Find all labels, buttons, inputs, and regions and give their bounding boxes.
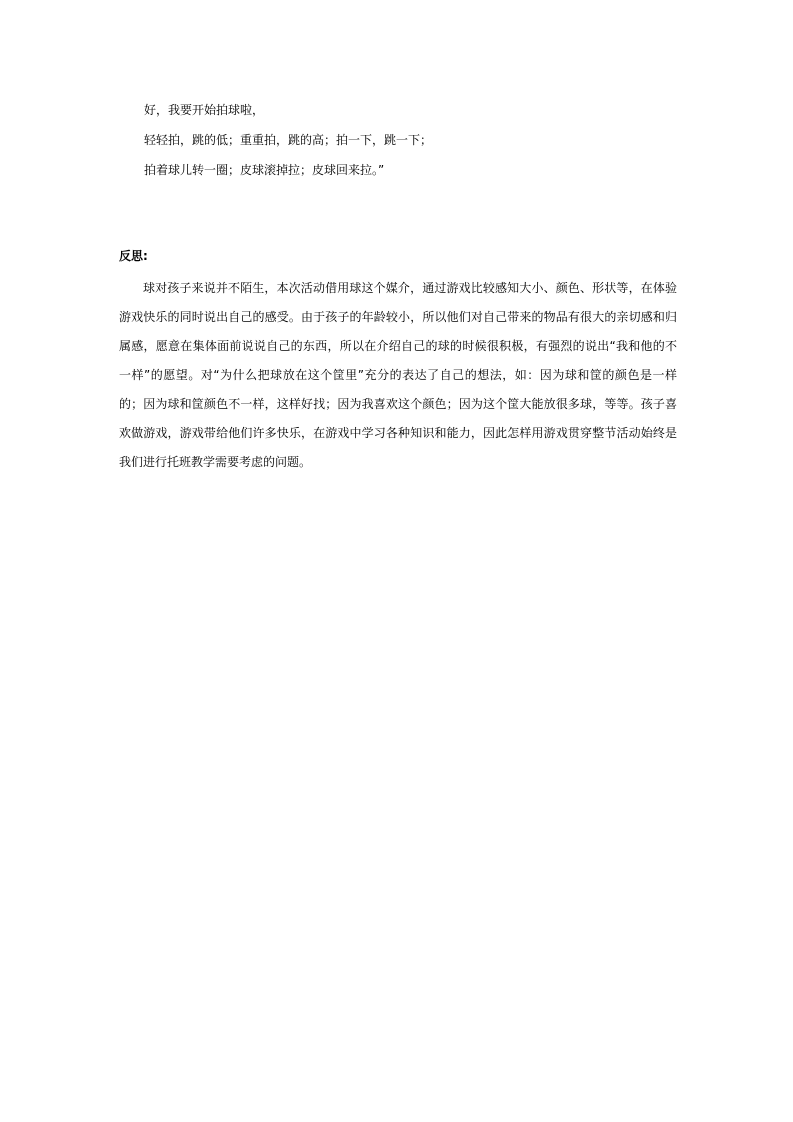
reflection-heading: 反思: — [119, 249, 148, 263]
reflection-paragraph: 球对孩子来说并不陌生，本次活动借用球这个媒介，通过游戏比较感知大小、颜色、形状等，在体验游戏快乐的同时说出自己的感受。由于孩子的年龄较小，所以他们对自己带来的物品有很大的亲切感和归属感，愿意在集体面前说说自己的东西，所以在介绍自己的球的时候很积极，有强烈的说出“我和他的不一样”的愿望。对“为什么把球放在这个筐里”充分的表达了自己的想法，如：因为球和筐的颜色是一样的；因为球和筐颜色不一样，这样好找；因为我喜欢这个颜色；因为这个筐大能放很多球，等等。孩子喜欢做游戏，游戏带给他们许多快乐，在游戏中学习各种知识和能力，因此怎样用游戏贯穿整节活动始终是我们进行托班教学需要考虑的问题。 — [119, 281, 677, 469]
poem-line: 轻轻拍，跳的低；重重拍，跳的高；拍一下，跳一下； — [144, 133, 433, 147]
poem-line: 拍着球儿转一圈；皮球滚掉拉；皮球回来拉。” — [144, 163, 385, 177]
poem-line: 好，我要开始拍球啦， — [144, 103, 265, 117]
